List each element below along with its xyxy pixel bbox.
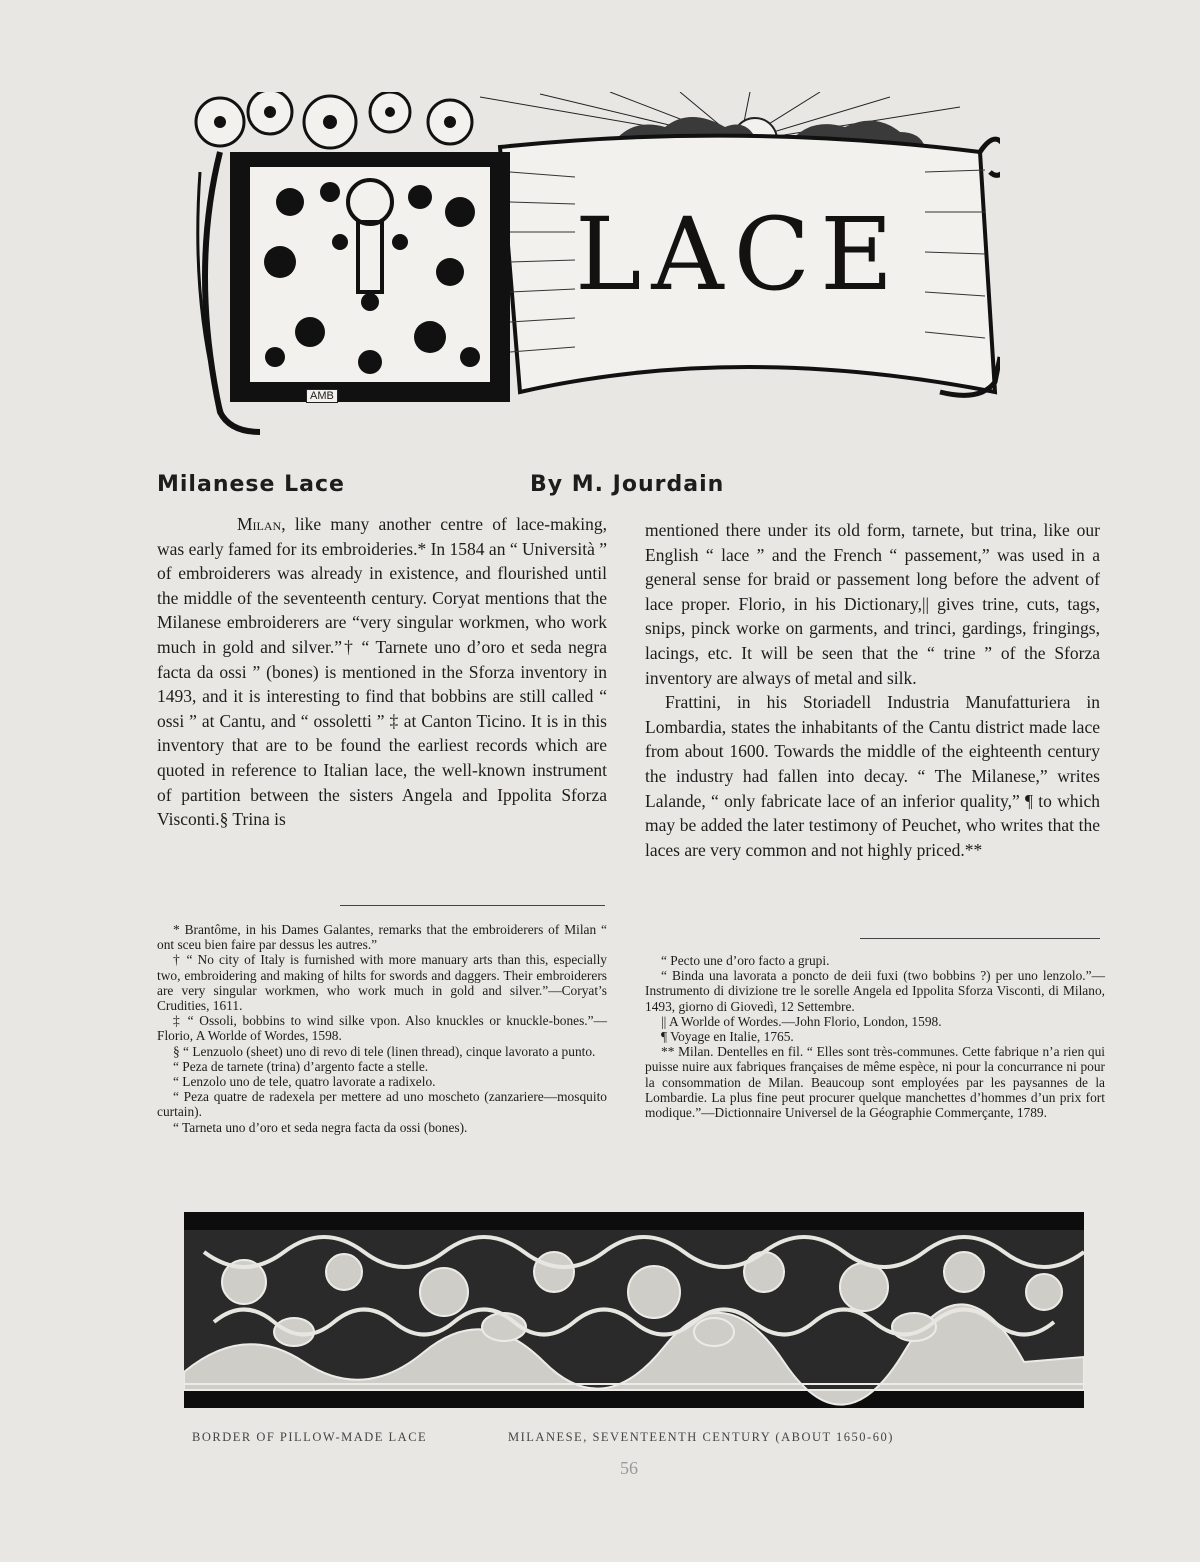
artist-monogram: AMB [306,389,338,403]
caption-right: MILANESE, SEVENTEENTH CENTURY (ABOUT 1650-60) [508,1430,894,1444]
body-column-right [645,518,1100,862]
footnote: * Brantôme, in his Dames Galantes, remarks that the embroiderers of Milan “ ont sceu bien faire par dessus les autres.” [157,922,607,953]
footnote: || A Worlde of Wordes.—John Florio, London, 1598. [661,1013,942,1029]
footnote: § “ Lenzuolo (sheet) uno di revo di tele (linen thread), cinque lavorato a punto. [173,1043,596,1059]
footnote: ¶ Voyage en Italie, 1765. [661,1029,794,1045]
footnote: “ Pecto une d’oro facto a grupi. [661,953,830,968]
banner-title: LACE [575,196,904,313]
footnote-rule-left [340,905,605,906]
body-column-left [157,512,607,832]
footnote: “ Binda una lavorata a poncto de deii fuxi (two bobbins ?) per uno lenzolo.”—Instrumento di divizione tre le sorelle Angela ed Ippolita Sforza Visconti, di Milano, 1493, giorno di Giovedì, 12 Settembre. [645,968,1105,1014]
body-paragraph: Frattini, in his Storiadell Industria Manufatturiera in Lombardia, states the inhabitants of the Cantu district made lace from about 1600. Towards the middle of the eighteenth century the industry had fallen into decay. “ The Milanese,” writes Lalande, “ only fabricate lace of an inferior quality,” ¶ to which may be added the later testimony of Peuchet, who writes that the laces are very common and not highly priced.** [645,692,1100,860]
paragraph-text: like many another centre of lace-making, was early famed for its embroideries.* In 1584 an “ Università ” of embroiderers was already in existence, and flourished until the middle of the seventeenth century. Coryat mentions that the Milanese embroiderers are “very singular workmen, who work much in gold and silver.”† “ Tarnete uno d’oro et seda negra facta da ossi ” (bones) is mentioned in the Sforza inventory in 1493, and it is interesting to find that bobbins are still called “ ossi ” at Cantu, and “ ossoletti ” ‡ at Canton Ticino. It is in this inventory that are to be found the earliest records which are quoted in reference to Italian lace, the well-known instrument of partition between the sisters Angela and Ippolita Sforza Visconti.§ Trina is [157,514,608,830]
footnote: † “ No city of Italy is furnished with more manuary arts than this, especially two, embroidering and making of hilts for swords and daggers. Their embroiderers are very singular workmen, who work much in gold and silver.”—Coryat’s Crudities, 1611. [157,952,607,1014]
footnote: “ Tarneta uno d’oro et seda negra facta da ossi (bones). [173,1119,468,1135]
footnotes-right [645,953,1105,1120]
lace-pattern [184,1212,1084,1408]
caption-left: BORDER OF PILLOW-MADE LACE [192,1430,428,1444]
footnote: “ Peza de tarnete (trina) d’argento facte a stelle. [173,1058,429,1074]
footnote: ‡ “ Ossoli, bobbins to wind silke vpon. Also knuckles or knuckle-bones.”—Florio, A Worlde of Wordes, 1598. [157,1013,607,1044]
footnote-rule-right [860,938,1100,939]
footnote: ** Milan. Dentelles en fil. “ Elles sont très-communes. Cette fabrique n’a rien qui puisse nuire aux fabriques françaises de même espèce, ni pour la concurrance ni pour la consommation de Milan. Beaucoup sont employées par les paysannes de la Lombardie. La plus fine peut procurer quelque manchettes d’hommes d’un prix fort modique.”—Dictionnaire Universel de la Géographie Commerçante, 1789. [645,1044,1105,1121]
article-title: Milanese Lace [157,472,345,497]
lace-border-photo [184,1212,1084,1408]
page-number: 56 [620,1458,638,1478]
footnote: “ Peza quatre de radexela per mettere ad uno moscheto (zanzariere—mosquito curtain). [157,1089,607,1120]
body-paragraph: mentioned there under its old form, tarnete, but trina, like our English “ lace ” and the French “ passement,” was used in a general sense for braid or passement long before the advent of lace proper. Florio, in his Dictionary,|| gives trine, cuts, tags, snips, pinck worke on garments, and trinci, gardings, fringings, lacings, etc. It will be seen that the “ trine ” of the Sforza inventory are always of metal and silk. [645,520,1100,688]
footnote: “ Lenzolo uno de tele, quatro lavorate a radixelo. [173,1074,436,1090]
footnotes-left [157,922,607,1135]
lead-word: Milan, [237,514,286,534]
article-byline: By M. Jourdain [530,472,725,497]
body-paragraph [157,512,607,832]
